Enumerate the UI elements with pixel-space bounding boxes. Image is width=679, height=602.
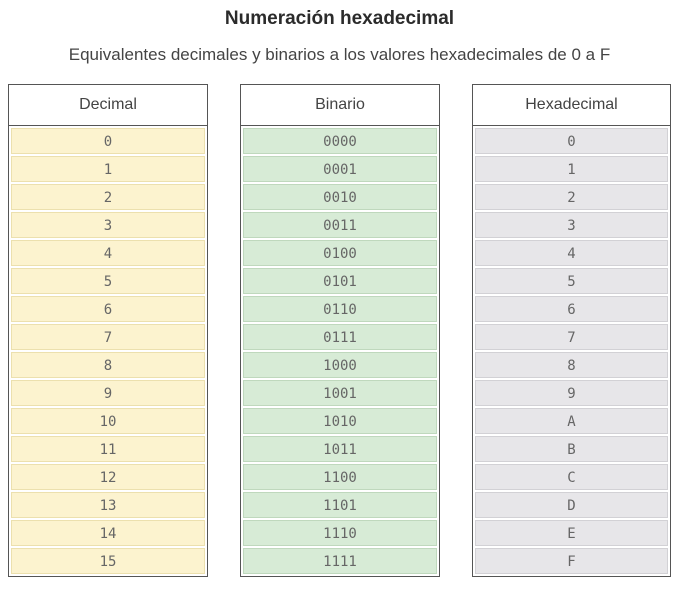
decimal-cell: 1 — [11, 156, 205, 182]
decimal-cell: 8 — [11, 352, 205, 378]
hex-cell: 0 — [475, 128, 668, 154]
binary-cell: 1010 — [243, 408, 437, 434]
binary-cell: 0011 — [243, 212, 437, 238]
page-subtitle: Equivalentes decimales y binarios a los valores hexadecimales de 0 a F — [68, 45, 611, 64]
hex-cell: A — [475, 408, 668, 434]
decimal-cell: 9 — [11, 380, 205, 406]
hex-cell: C — [475, 464, 668, 490]
binary-cell: 1011 — [243, 436, 437, 462]
decimal-cell: 14 — [11, 520, 205, 546]
binary-cell: 1001 — [243, 380, 437, 406]
hex-cell: 7 — [475, 324, 668, 350]
decimal-cell: 12 — [11, 464, 205, 490]
decimal-cell: 6 — [11, 296, 205, 322]
decimal-column-header: Decimal — [9, 85, 207, 126]
hex-cell: 8 — [475, 352, 668, 378]
binary-cell: 0111 — [243, 324, 437, 350]
decimal-cell: 5 — [11, 268, 205, 294]
binary-cell: 0000 — [243, 128, 437, 154]
decimal-cell: 7 — [11, 324, 205, 350]
hex-rows — [473, 126, 670, 576]
binary-cell: 1000 — [243, 352, 437, 378]
hex-cell: E — [475, 520, 668, 546]
page-title: Numeración hexadecimal — [224, 8, 455, 29]
hex-cell: 5 — [475, 268, 668, 294]
hex-cell: F — [475, 548, 668, 574]
binary-cell: 0001 — [243, 156, 437, 182]
binary-cell: 1110 — [243, 520, 437, 546]
hex-column-header: Hexadecimal — [473, 85, 670, 126]
decimal-cell: 0 — [11, 128, 205, 154]
decimal-cell: 3 — [11, 212, 205, 238]
hex-cell: 1 — [475, 156, 668, 182]
hex-cell: 2 — [475, 184, 668, 210]
binary-cell: 1100 — [243, 464, 437, 490]
decimal-rows — [9, 126, 207, 576]
hex-column — [472, 84, 671, 577]
decimal-cell: 10 — [11, 408, 205, 434]
hex-cell: 9 — [475, 380, 668, 406]
binary-rows — [241, 126, 439, 576]
hex-cell: 3 — [475, 212, 668, 238]
decimal-cell: 11 — [11, 436, 205, 462]
decimal-cell: 2 — [11, 184, 205, 210]
hex-cell: 6 — [475, 296, 668, 322]
binary-cell: 0110 — [243, 296, 437, 322]
hex-cell: 4 — [475, 240, 668, 266]
hex-cell: D — [475, 492, 668, 518]
binary-cell: 1111 — [243, 548, 437, 574]
decimal-cell: 15 — [11, 548, 205, 574]
decimal-cell: 4 — [11, 240, 205, 266]
binary-cell: 0010 — [243, 184, 437, 210]
hex-cell: B — [475, 436, 668, 462]
binary-cell: 0101 — [243, 268, 437, 294]
binary-cell: 1101 — [243, 492, 437, 518]
decimal-column — [8, 84, 208, 577]
decimal-cell: 13 — [11, 492, 205, 518]
binary-column-header: Binario — [241, 85, 439, 126]
binary-column — [240, 84, 440, 577]
binary-cell: 0100 — [243, 240, 437, 266]
